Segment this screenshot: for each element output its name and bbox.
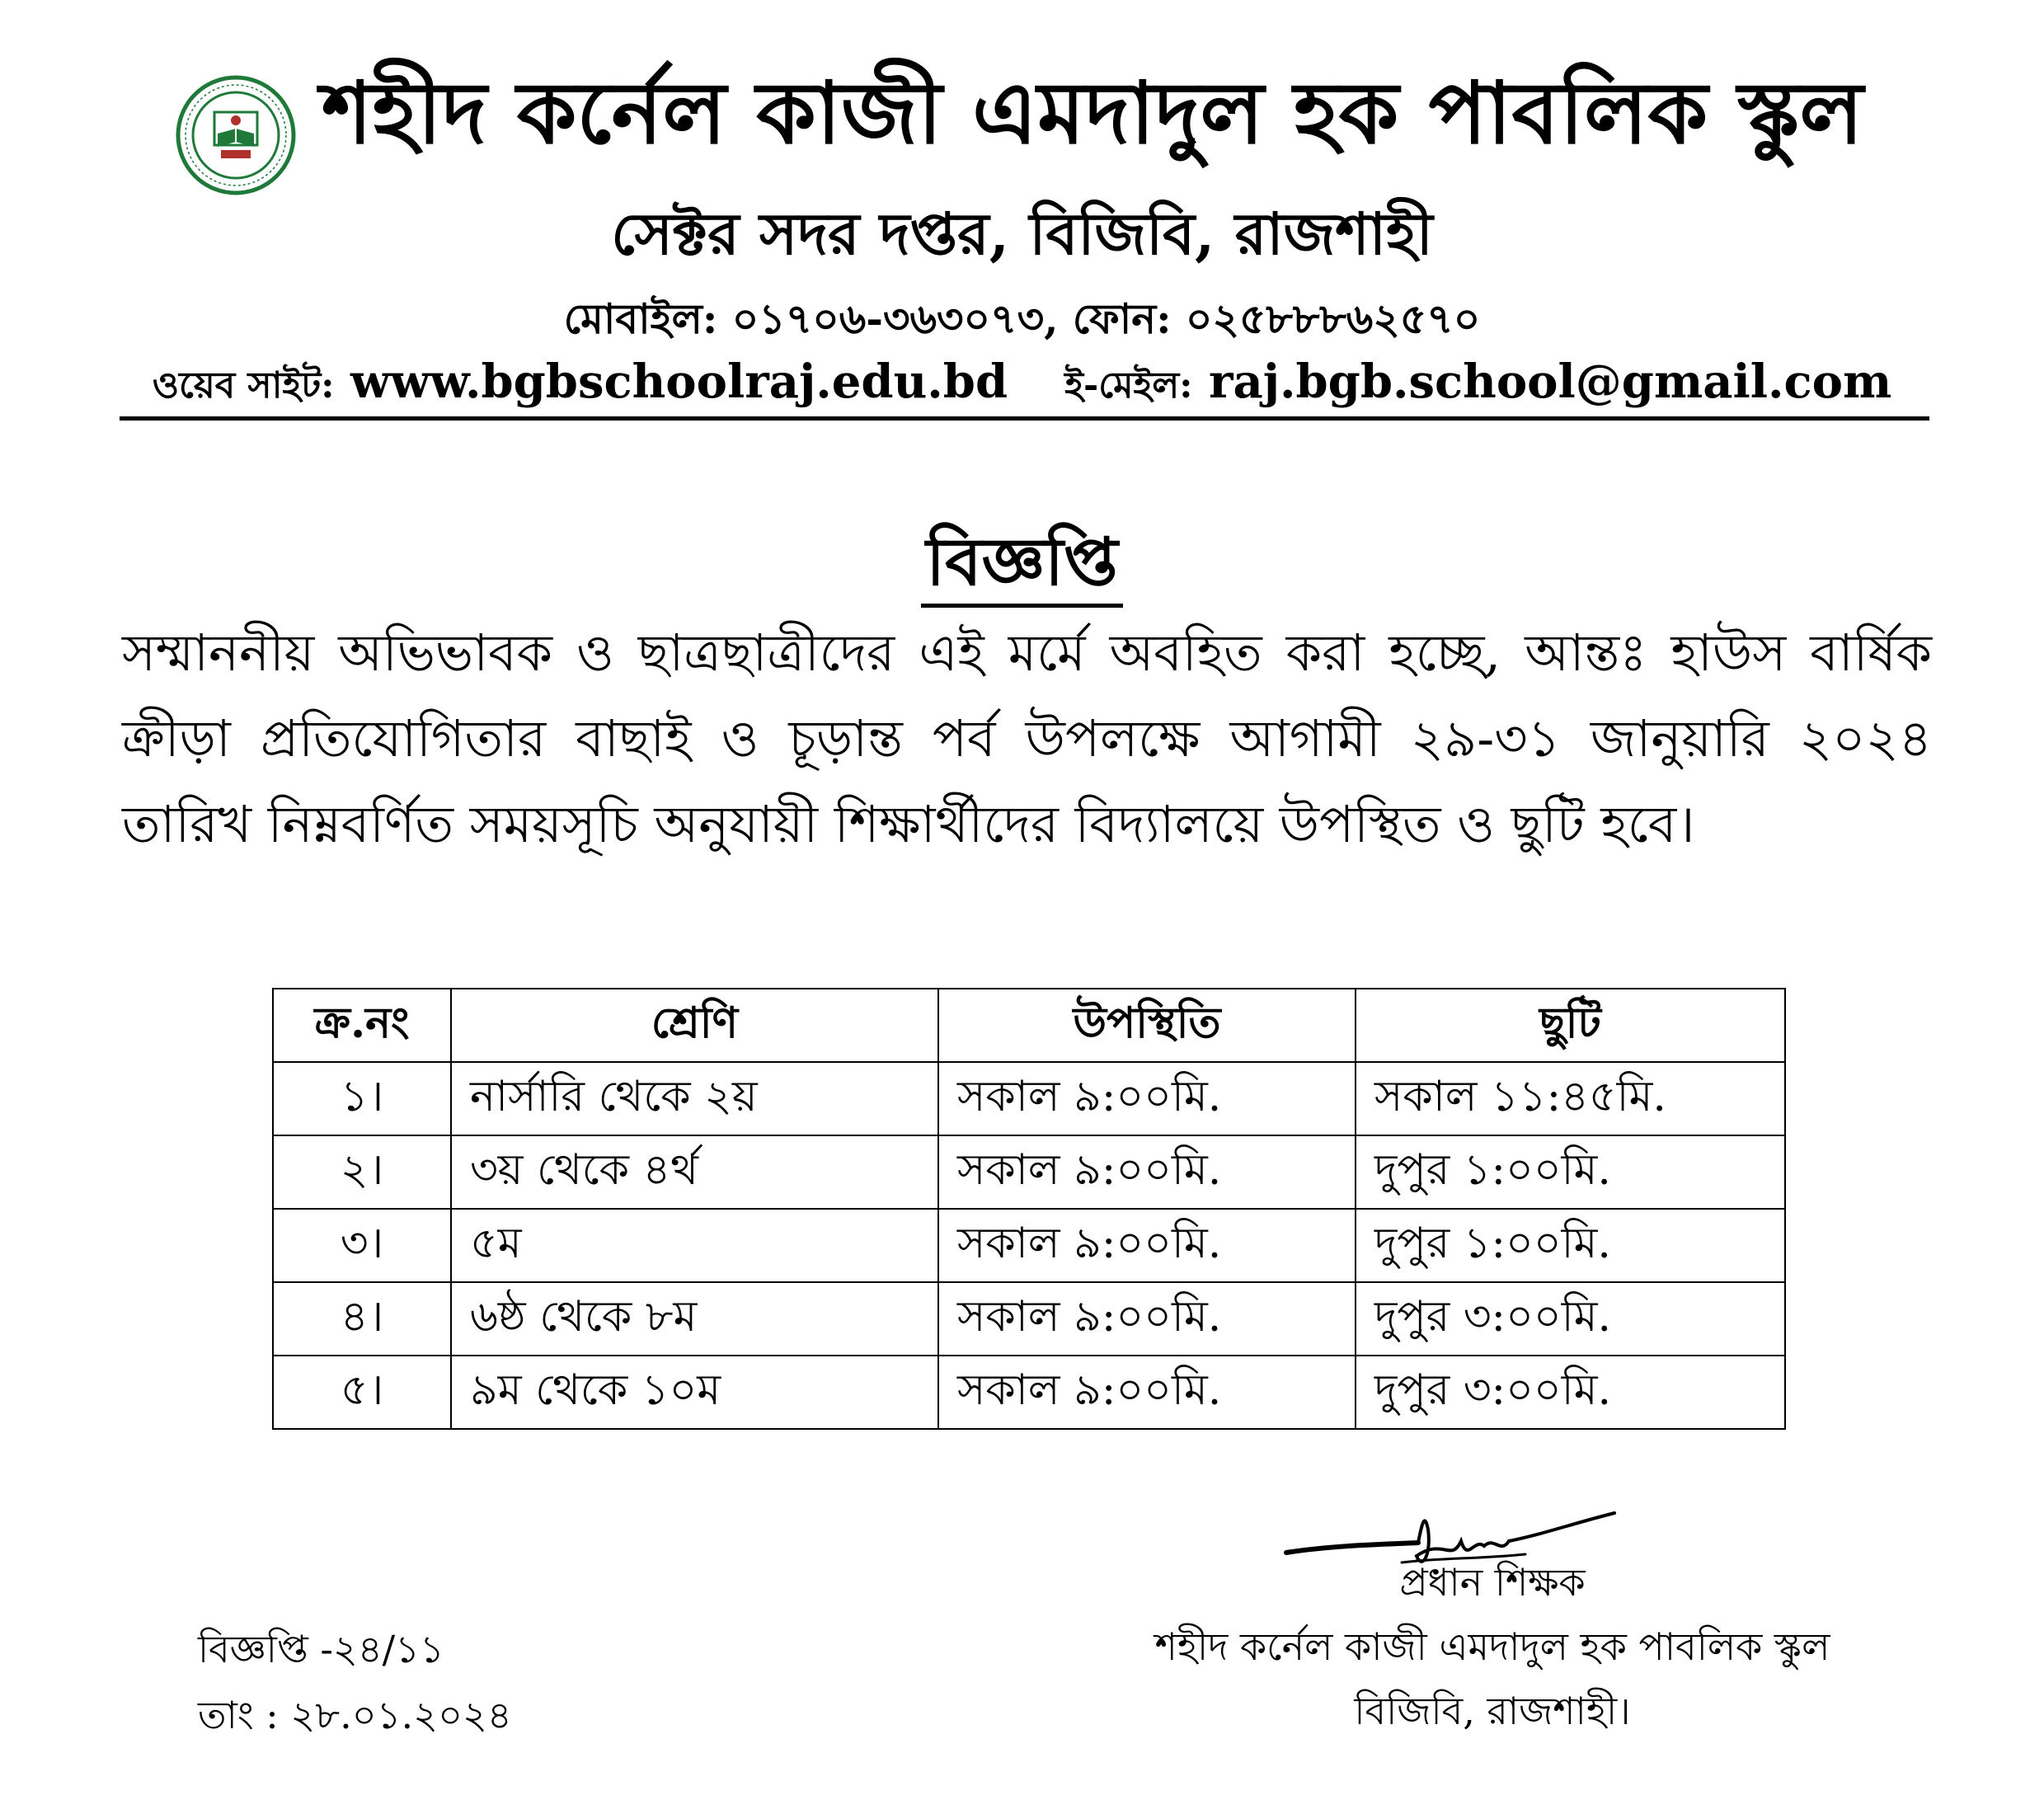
email-label: ই-মেইল: — [1064, 364, 1193, 407]
memo-number: বিজ্ঞপ্তি -২৪/১১ — [198, 1627, 444, 1671]
table-row — [273, 1135, 1785, 1209]
cell-attendance: সকাল ৯:০০মি. — [938, 1135, 1356, 1209]
cell-serial: ২। — [273, 1135, 451, 1209]
header-dismissal: ছুটি — [1356, 989, 1785, 1062]
cell-class: ৬ষ্ঠ থেকে ৮ম — [451, 1282, 938, 1356]
signature-block — [1097, 1550, 1888, 1743]
cell-attendance: সকাল ৯:০০মি. — [938, 1209, 1356, 1282]
cell-dismissal: দুপুর ১:০০মি. — [1356, 1135, 1785, 1209]
contact-line: মোবাইল: ০১৭০৬-৩৬৩০৭৩, ফোন: ০২৫৮৮৮৬২৫৭০ — [563, 294, 1481, 343]
notice-body: সম্মাননীয় অভিভাবক ও ছাত্রছাত্রীদের এই মর্মে অবহিত করা হচ্ছে, আন্তঃ হাউস বার্ষিক ক্রীড়া প্রতিযোগিতার বাছাই ও চূড়ান্ত পর্ব উপলক্ষে আগামী ২৯-৩১ জানুয়ারি ২০২৪ তারিখ নিম্নবর্ণিত সময়সূচি অনুযায়ী শিক্ষার্থীদের বিদ্যালয়ে উপস্থিত ও ছুটি হবে। — [122, 623, 1932, 854]
memo-reference — [198, 1616, 512, 1748]
signer-school: শহীদ কর্নেল কাজী এমদাদুল হক পাবলিক স্কুল — [1154, 1624, 1830, 1669]
cell-serial: ৩। — [273, 1209, 451, 1282]
cell-dismissal: সকাল ১১:৪৫মি. — [1356, 1062, 1785, 1135]
school-sub-address: সেক্টর সদর দপ্তর, বিজিবি, রাজশাহী — [611, 200, 1433, 268]
email-link[interactable]: raj.bgb.school@gmail.com — [1208, 355, 1892, 409]
notice-title — [0, 511, 2044, 622]
cell-dismissal: দুপুর ৩:০০মি. — [1356, 1282, 1785, 1356]
cell-dismissal: দুপুর ৩:০০মি. — [1356, 1356, 1785, 1429]
school-logo-icon — [175, 74, 297, 196]
table-row — [273, 1209, 1785, 1282]
cell-attendance: সকাল ৯:০০মি. — [938, 1282, 1356, 1356]
header-divider — [120, 416, 1929, 421]
cell-class: নার্সারি থেকে ২য় — [451, 1062, 938, 1135]
cell-class: ৫ম — [451, 1209, 938, 1282]
website-label: ওয়েব সাইট: — [152, 364, 335, 407]
website-link[interactable]: www.bgbschoolraj.edu.bd — [350, 355, 1008, 409]
cell-serial: ৫। — [273, 1356, 451, 1429]
school-name-heading: শহীদ কর্নেল কাজী এমদাদুল হক পাবলিক স্কুল — [322, 62, 1863, 163]
signer-address: বিজিবি, রাজশাহী। — [1354, 1689, 1631, 1733]
cell-attendance: সকাল ৯:০০মি. — [938, 1356, 1356, 1429]
header-attendance: উপস্থিতি — [938, 989, 1356, 1062]
table-row — [273, 1356, 1785, 1429]
table-row — [273, 1062, 1785, 1135]
schedule-table — [272, 988, 1786, 1430]
cell-attendance: সকাল ৯:০০মি. — [938, 1062, 1356, 1135]
notice-title-text: বিজ্ঞপ্তি — [921, 523, 1123, 608]
memo-date: তাং : ২৮.০১.২০২৪ — [198, 1693, 512, 1737]
signer-title: প্রধান শিক্ষক — [1399, 1560, 1586, 1605]
cell-serial: ১। — [273, 1062, 451, 1135]
cell-dismissal: দুপুর ১:০০মি. — [1356, 1209, 1785, 1282]
cell-class: ৯ম থেকে ১০ম — [451, 1356, 938, 1429]
table-row — [273, 1282, 1785, 1356]
header-class: শ্রেণি — [451, 989, 938, 1062]
table-header-row — [273, 989, 1785, 1062]
cell-class: ৩য় থেকে ৪র্থ — [451, 1135, 938, 1209]
cell-serial: ৪। — [273, 1282, 451, 1356]
web-contact-line — [0, 355, 2044, 418]
header-serial: ক্র.নং — [273, 989, 451, 1062]
